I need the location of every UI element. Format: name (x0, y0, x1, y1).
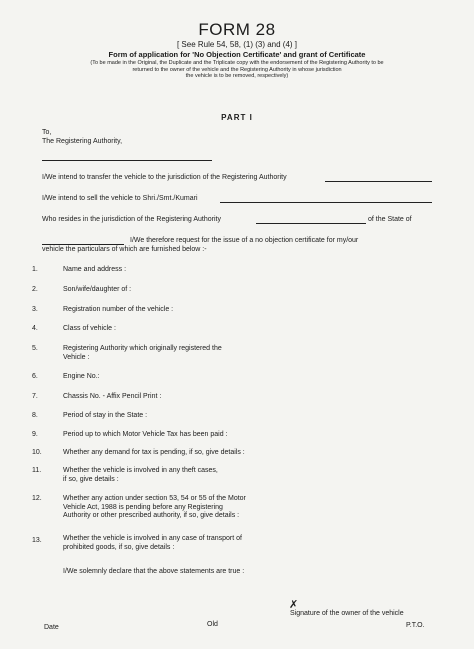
item-number: 10. (32, 449, 42, 456)
item-engine-number: Engine No.: (63, 373, 100, 380)
buyer-authority-field[interactable] (256, 223, 366, 224)
authority-address-line[interactable] (42, 160, 212, 161)
item-text-line: prohibited goods, if so, give details : (63, 543, 175, 551)
item-chassis-number: Chassis No. - Affix Pencil Print : (63, 393, 162, 400)
item-tax-demand: Whether any demand for tax is pending, if so, give details : (63, 449, 245, 456)
signature-cross-mark: ✗ (289, 599, 299, 611)
note-line-3: the vehicle is to be removed, respectively) (185, 73, 289, 80)
of-state-label: of the State of (368, 216, 412, 223)
form-title: FORM 28 (198, 20, 276, 39)
item-text-line: Whether the vehicle is involved in any theft cases, (63, 467, 218, 474)
transfer-authority-field[interactable] (325, 181, 432, 182)
item-theft-cases (63, 467, 218, 484)
signature-label: Signature of the owner of the vehicle (290, 610, 404, 617)
resides-statement: Who resides in the jurisdiction of the Registering Authority (42, 216, 221, 223)
state-name-field[interactable] (42, 244, 124, 245)
item-text-line: Whether the vehicle is involved in any case of transport of (63, 535, 242, 542)
item-text-line: Vehicle Act, 1988 is pending before any Registering (63, 503, 223, 511)
old-label: Old (207, 621, 218, 628)
copy-instructions-note (70, 60, 404, 80)
transfer-statement: I/We intend to transfer the vehicle to the jurisdiction of the Registering Authority (42, 174, 287, 181)
item-number: 2. (32, 286, 38, 293)
item-period-of-stay: Period of stay in the State : (63, 412, 148, 419)
item-number: 4. (32, 325, 38, 332)
pto-label: P.T.O. (406, 622, 425, 629)
date-label: Date (44, 624, 59, 631)
address-to: To, (42, 129, 52, 136)
buyer-name-field[interactable] (220, 202, 432, 203)
item-text-line: Whether any action under section 53, 54 or 55 of the Motor (63, 495, 246, 502)
item-number: 13. (32, 537, 42, 544)
item-text-line: Registering Authority which originally registered the (63, 345, 222, 352)
note-line-2: returned to the owner of the vehicle and the Registering Authority in whose jurisdiction (132, 66, 342, 73)
item-number: 5. (32, 345, 38, 352)
item-son-wife-daughter: Son/wife/daughter of : (63, 286, 132, 293)
item-number: 8. (32, 412, 38, 419)
form-subtitle: Form of application for 'No Objection Certificate' and grant of Certificate (108, 50, 366, 59)
item-registration-number: Registration number of the vehicle : (63, 306, 174, 313)
note-line-1: (To be made in the Original, the Duplicate and the Triplicate copy with the endorsement of the Registering Authority to be (90, 60, 384, 66)
item-name-address: Name and address : (63, 266, 127, 273)
declaration-statement: I/We solemnly declare that the above statements are true : (63, 568, 245, 575)
request-statement-2: vehicle the particulars of which are furnished below :- (42, 246, 207, 253)
item-number: 3. (32, 306, 38, 313)
sell-statement: I/We intend to sell the vehicle to Shri./Smt./Kumari (42, 195, 198, 202)
item-number: 11. (32, 467, 42, 474)
item-number: 12. (32, 495, 42, 502)
item-text-line: Vehicle : (63, 353, 90, 361)
item-number: 9. (32, 431, 38, 438)
item-prohibited-goods (63, 535, 242, 552)
request-statement-1: I/We therefore request for the issue of a no objection certificate for my/our (130, 237, 359, 244)
item-original-authority (63, 345, 222, 362)
item-tax-paid-period: Period up to which Motor Vehicle Tax has been paid : (63, 431, 228, 438)
part-heading: PART I (221, 113, 253, 122)
item-number: 6. (32, 373, 38, 380)
address-authority: The Registering Authority, (42, 138, 123, 145)
item-class-of-vehicle: Class of vehicle : (63, 325, 116, 332)
rule-reference: [ See Rule 54, 58, (1) (3) and (4) ] (176, 40, 298, 49)
item-text-line: Authority or other prescribed authority, if so, give details : (63, 512, 240, 519)
item-number: 7. (32, 393, 38, 400)
item-number: 1. (32, 266, 38, 273)
item-pending-action (63, 495, 246, 521)
item-text-line: if so, give details : (63, 475, 119, 483)
